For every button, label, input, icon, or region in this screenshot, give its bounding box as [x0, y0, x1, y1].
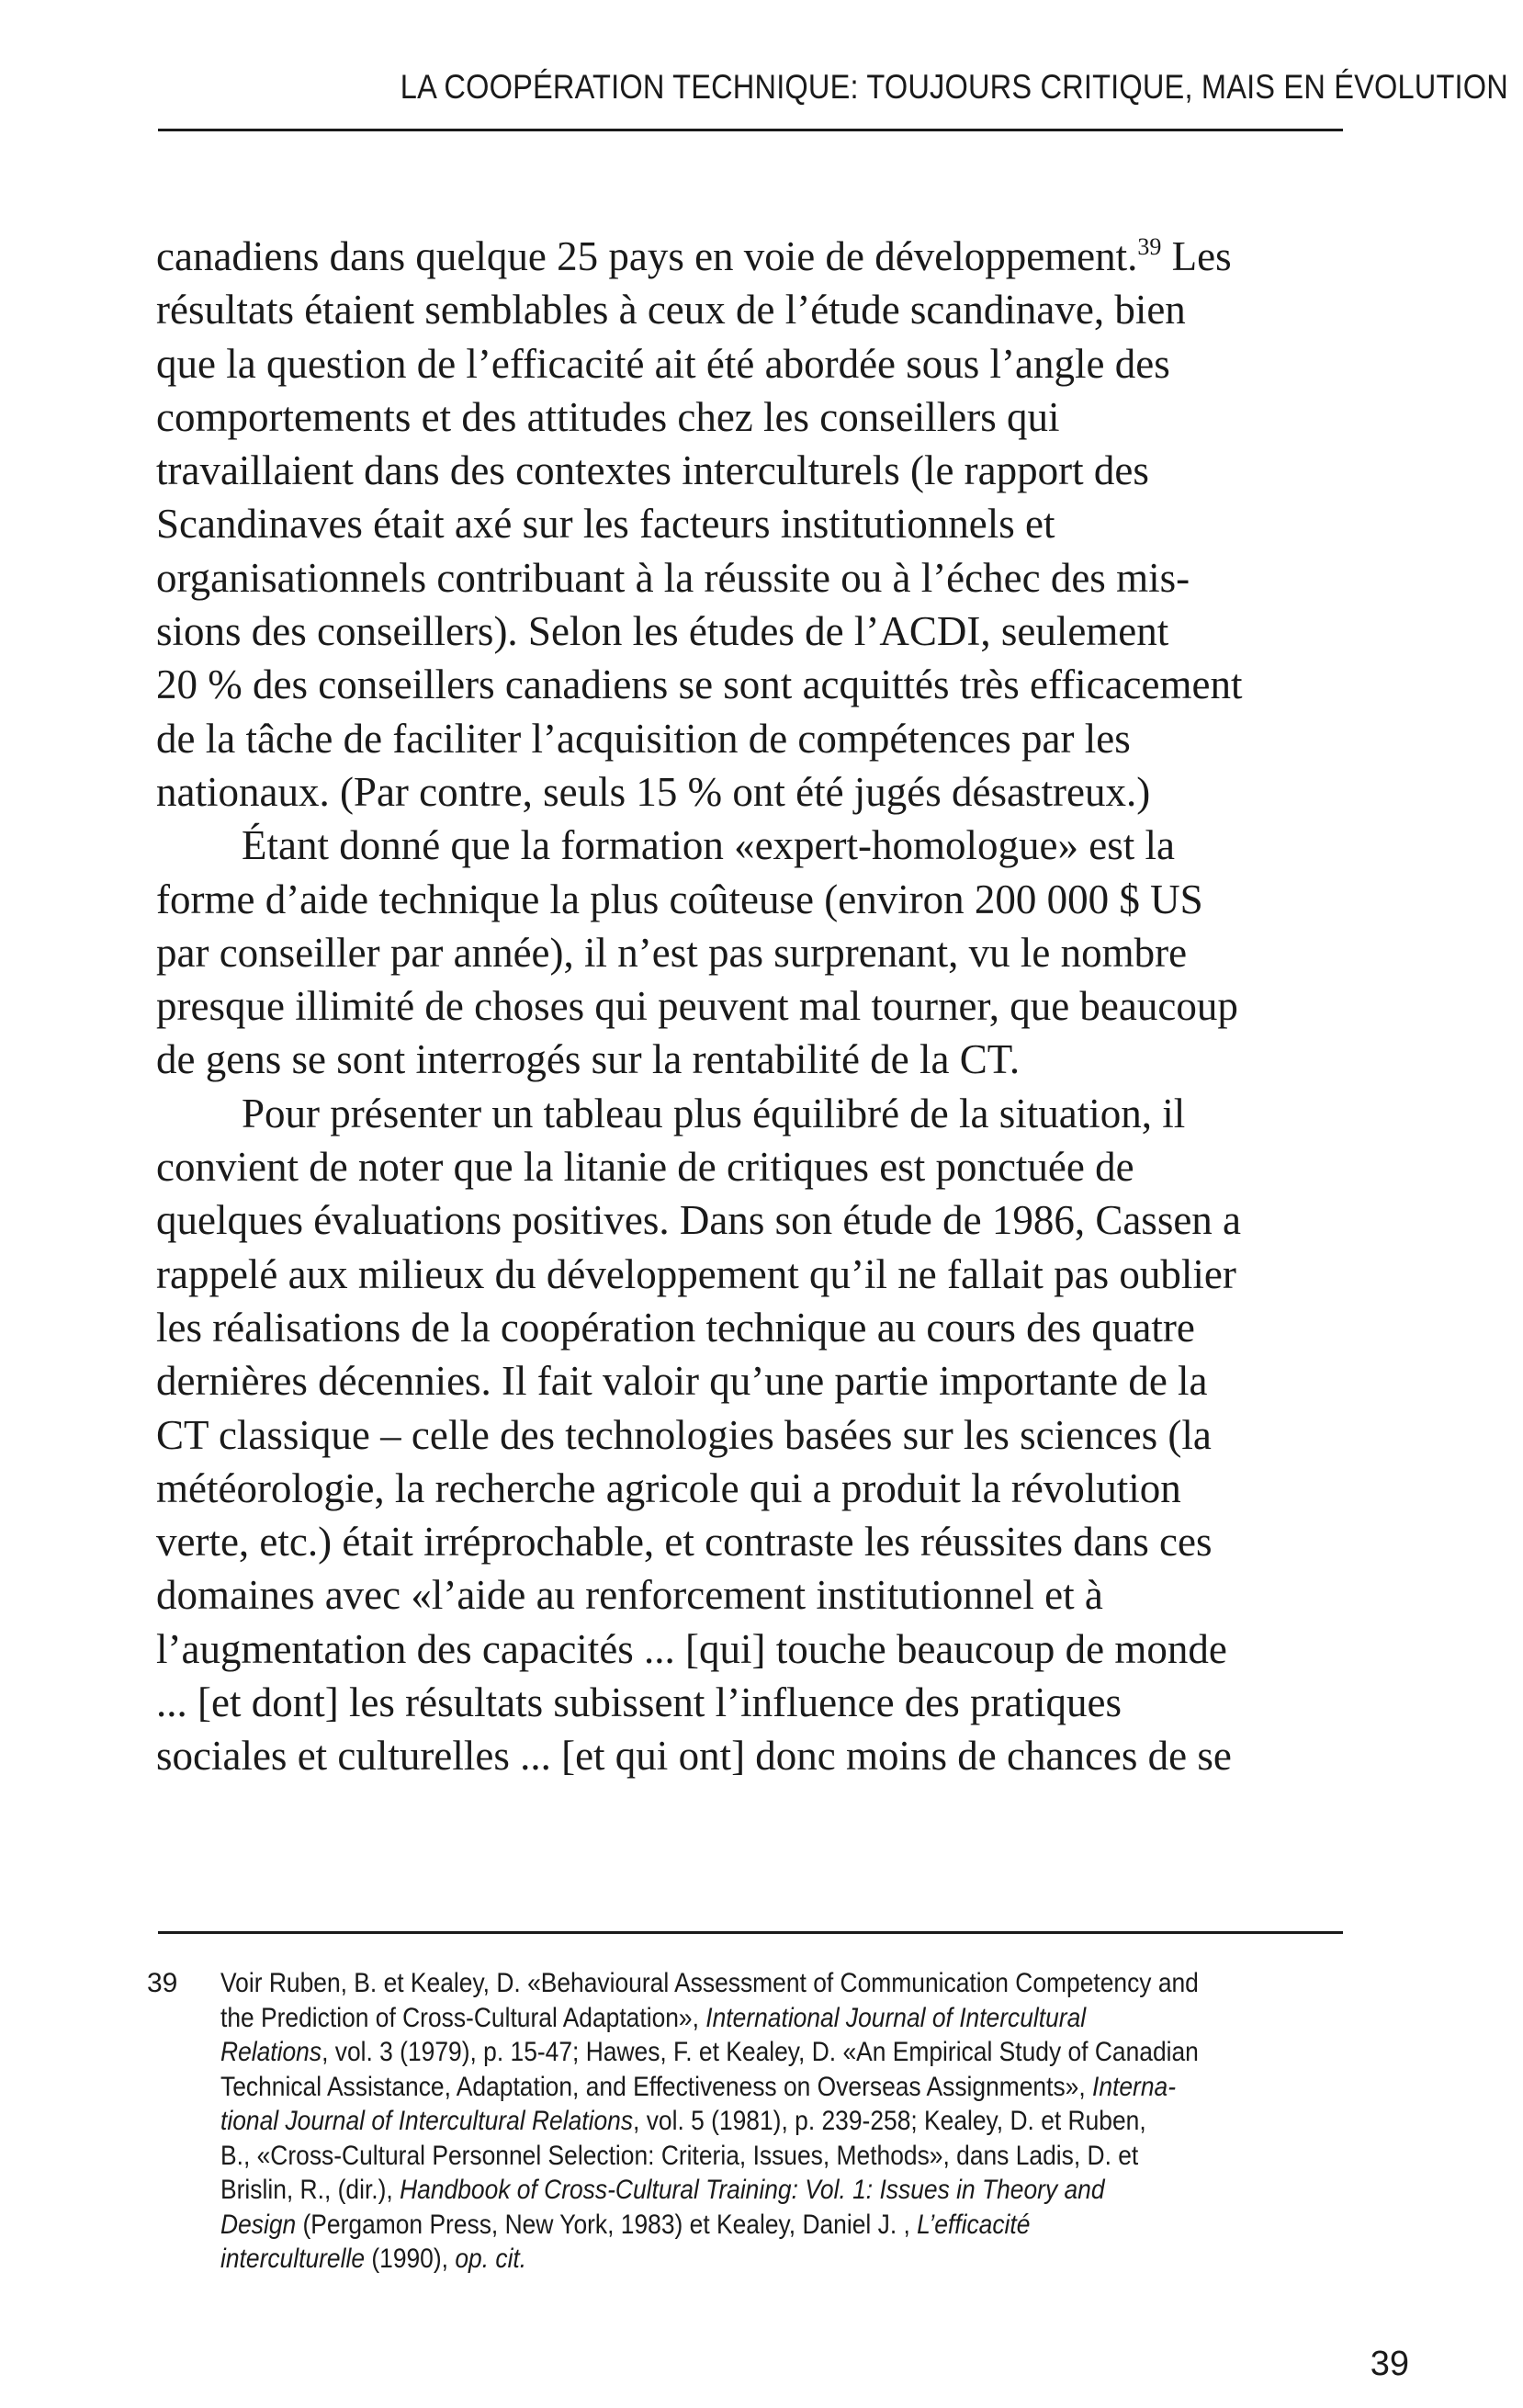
footnote-rule	[158, 1931, 1343, 1934]
citation-title: tional Journal of Intercultural Relations	[220, 2106, 634, 2136]
text-line: verte, etc.) était irréprochable, et contraste les réussites dans ces	[156, 1519, 1213, 1566]
text-line: de gens se sont interrogés sur la rentabilité de la CT.	[156, 1036, 1021, 1083]
citation-title: Handbook of Cross-Cultural Training: Vol. 1: Issues in Theory and	[400, 2175, 1105, 2205]
citation-title: op. cit.	[455, 2244, 527, 2274]
footnote-line	[220, 2208, 1199, 2243]
text-line: Scandinaves était axé sur les facteurs institutionnels et	[156, 501, 1055, 548]
text-line: de la tâche de faciliter l’acquisition de compétences par les	[156, 715, 1131, 762]
text-line: quelques évaluations positives. Dans son étude de 1986, Cassen a	[156, 1197, 1242, 1244]
paragraph	[156, 230, 1350, 819]
footnote-line	[220, 2035, 1199, 2070]
text-line: ... [et dont] les résultats subissent l’influence des pratiques	[156, 1679, 1122, 1726]
text-line: domaines avec «l’aide au renforcement institutionnel et à	[156, 1572, 1103, 1619]
footnote-number: 39	[147, 1968, 178, 1998]
footnote-line	[220, 2242, 1199, 2277]
footnote-segment: Technical Assistance, Adaptation, and Effectiveness on Overseas Assignments»,	[220, 2071, 1092, 2102]
footnote-segment: (Pergamon Press, New York, 1983) et Kealey, Daniel J. ,	[296, 2209, 918, 2240]
footnote-segment: B., «Cross-Cultural Personnel Selection: Criteria, Issues, Methods», dans Ladis, D. et	[220, 2140, 1139, 2171]
footnote-line	[220, 1966, 1199, 2001]
footnote-segment: the Prediction of Cross-Cultural Adaptation»,	[220, 2002, 706, 2033]
footnote-text	[220, 1966, 1332, 2277]
text-line: l’augmentation des capacités ... [qui] touche beaucoup de monde	[156, 1625, 1227, 1672]
text-line: rappelé aux milieux du développement qu’il ne fallait pas oublier	[156, 1250, 1236, 1297]
text-line: nationaux. (Par contre, seuls 15 % ont été jugés désastreux.)	[156, 768, 1151, 815]
footnote-line	[220, 2104, 1199, 2139]
citation-title: Design	[220, 2209, 297, 2240]
text-line: comportements et des attitudes chez les conseillers qui	[156, 393, 1060, 440]
text-line: Étant donné que la formation «expert-homologue» est la	[242, 822, 1175, 869]
text-line: 20 % des conseillers canadiens se sont acquittés très efficacement	[156, 661, 1243, 708]
text-line: travaillaient dans des contextes interculturels (le rapport des	[156, 447, 1149, 494]
text-line: forme d’aide technique la plus coûteuse (environ 200 000 $ US	[156, 876, 1203, 922]
citation-title: International Journal of Intercultural	[705, 2002, 1087, 2033]
footnote-line	[220, 2139, 1199, 2174]
text-line: convient de noter que la litanie de critiques est ponctuée de	[156, 1144, 1134, 1191]
footnote-line	[220, 2001, 1199, 2036]
main-text	[156, 230, 1350, 1783]
text-line: dernières décennies. Il fait valoir qu’une partie importante de la	[156, 1358, 1208, 1405]
citation-title: L’efficacité	[917, 2209, 1031, 2240]
footnote-segment: , vol. 5 (1981), p. 239-258; Kealey, D. et Ruben,	[633, 2106, 1146, 2136]
text-line: CT classique – celle des technologies basées sur les sciences (la	[156, 1411, 1212, 1458]
text-line: Pour présenter un tableau plus équilibré de la situation, il	[242, 1090, 1186, 1136]
text-line: par conseiller par année), il n’est pas surprenant, vu le nombre	[156, 929, 1188, 976]
footnote-line	[220, 2070, 1199, 2105]
text-line: résultats étaient semblables à ceux de l’étude scandinave, bien	[156, 287, 1186, 334]
citation-title: Interna-	[1091, 2071, 1176, 2102]
page-number: 39	[1370, 2345, 1409, 2383]
text-line: les réalisations de la coopération technique au cours des quatre	[156, 1304, 1195, 1351]
footnote-line	[220, 2173, 1199, 2208]
footnote-segment: (1990),	[365, 2244, 456, 2274]
citation-title: interculturelle	[220, 2244, 366, 2274]
text-line: presque illimité de choses qui peuvent mal tourner, que beaucoup	[156, 983, 1238, 1030]
footnote-reference[interactable]: 39	[1137, 233, 1162, 260]
text-line: sociales et culturelles ... [et qui ont] donc moins de chances de se	[156, 1733, 1232, 1780]
footnote-segment: Voir Ruben, B. et Kealey, D. «Behavioural Assessment of Communication Competency and	[220, 1968, 1199, 1998]
footnote-segment: Brislin, R., (dir.),	[220, 2175, 400, 2205]
text-line: sions des conseillers). Selon les études de l’ACDI, seulement	[156, 608, 1169, 655]
text-line: organisationnels contribuant à la réussite ou à l’échec des mis-	[156, 554, 1190, 601]
footnote-segment: , vol. 3 (1979), p. 15-47; Hawes, F. et Kealey, D. «An Empirical Study of Canadian	[322, 2037, 1199, 2067]
citation-title: Relations	[220, 2037, 322, 2067]
text-line: météorologie, la recherche agricole qui a produit la révolution	[156, 1464, 1181, 1511]
paragraph	[156, 819, 1350, 1086]
paragraph	[156, 1087, 1350, 1783]
text-line: que la question de l’efficacité ait été abordée sous l’angle des	[156, 340, 1170, 387]
text-line: canadiens dans quelque 25 pays en voie de développement.$^{39}$ Les	[156, 233, 1232, 279]
header-rule	[158, 129, 1343, 131]
running-head: LA COOPÉRATION TECHNIQUE: TOUJOURS CRITIQUE, MAIS EN ÉVOLUTION	[400, 68, 1508, 106]
